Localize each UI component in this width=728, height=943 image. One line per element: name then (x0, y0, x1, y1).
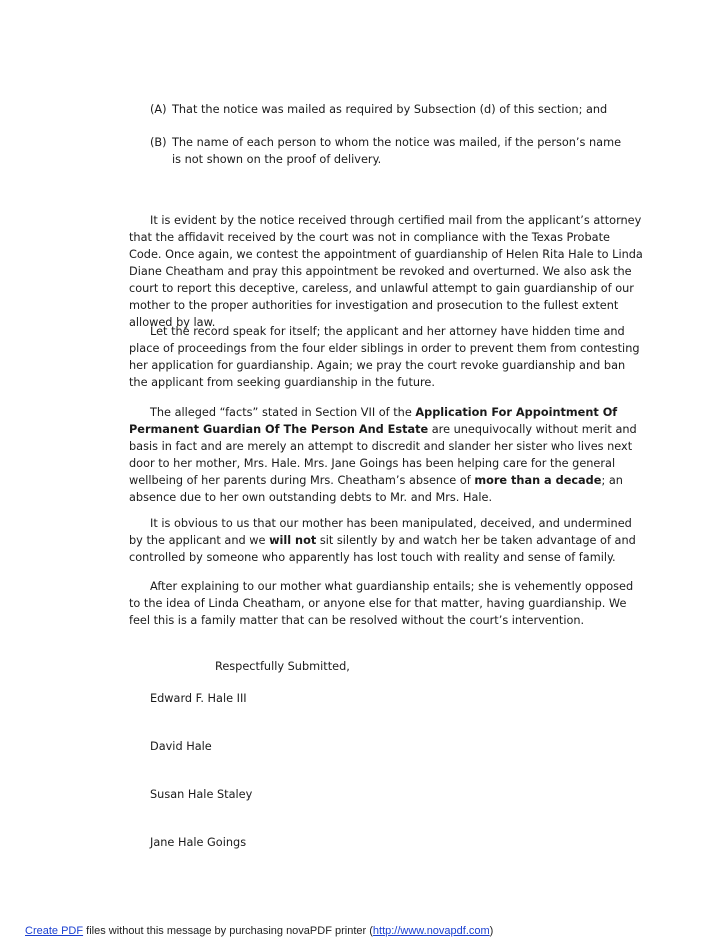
paragraph-text: sit silently by and watch her be taken advantage of and controlled by someone who apparently has lost touch with reality and sense of family. (129, 534, 636, 564)
list-item-label: (B) (150, 136, 167, 149)
create-pdf-link[interactable]: Create PDF (25, 925, 84, 937)
footer-text: ) (489, 925, 494, 937)
paragraph-1: It is evident by the notice received through certified mail from the applicant’s attorney that the affidavit received by the court was not in compliance with the Texas Probate Code. Once again, we contest the appointment of guardianship of Helen Rita Hale to Linda Diane Cheatham and pray this appointment be revoked and overturned. We also ask the court to report this deceptive, careless, and unlawful attempt to gain guardianship of our mother to the proper authorities for investigation and prosecution to the fullest extent allowed by law. (129, 214, 643, 329)
paragraph-2: Let the record speak for itself; the applicant and her attorney have hidden time and place of proceedings from the four elder siblings in order to prevent them from contesting her application for guardianship. Again; we pray the court revoke guardianship and ban the applicant from seeking guardianship in the future. (129, 325, 640, 389)
list-item-text: The name of each person to whom the notice was mailed, if the person’s name is not shown on the proof of delivery. (172, 136, 622, 166)
list-item-a (150, 101, 650, 118)
paragraph-text: are unequivocally without merit and basis in fact and are merely an attempt to discredit and slander her sister who lives next door to her mother, Mrs. Hale. Mrs. Jane Goings has been helping care for the general wellbeing of her parents during Mrs. Cheatham’s absence of (129, 423, 637, 487)
signature-name: Susan Hale Staley (150, 788, 253, 801)
paragraph-text: ; an absence due to her own outstanding debts to Mr. and Mrs. Hale. (129, 474, 623, 504)
emphasis-bold: more than a decade (474, 474, 602, 487)
list-item-label: (A) (150, 103, 167, 116)
novapdf-link[interactable]: http://www.novapdf.com (372, 925, 490, 937)
closing-line: Respectfully Submitted, (215, 660, 350, 673)
pdf-footer (25, 924, 725, 938)
footer-text: files without this message by purchasing novaPDF printer ( (83, 925, 373, 937)
paragraph-4 (129, 515, 644, 566)
paragraph-text: The alleged “facts” stated in Section VII of the (150, 406, 416, 419)
paragraph-3 (129, 404, 644, 506)
signature-name: Jane Hale Goings (150, 836, 247, 849)
signature-name: Edward F. Hale III (150, 692, 247, 705)
list-item-b (150, 134, 630, 168)
paragraph-text: It is obvious to us that our mother has been manipulated, deceived, and undermined by the applicant and we (129, 517, 632, 547)
emphasis-bold: will not (269, 534, 317, 547)
list-item-text: That the notice was mailed as required by Subsection (d) of this section; and (172, 103, 608, 116)
paragraph-5: After explaining to our mother what guardianship entails; she is vehemently opposed to the idea of Linda Cheatham, or anyone else for that matter, having guardianship. We feel this is a family matter that can be resolved without the court’s intervention. (129, 580, 634, 627)
application-title-bold: Application For Appointment Of Permanent Guardian Of The Person And Estate (129, 406, 618, 436)
signature-name: David Hale (150, 740, 212, 753)
